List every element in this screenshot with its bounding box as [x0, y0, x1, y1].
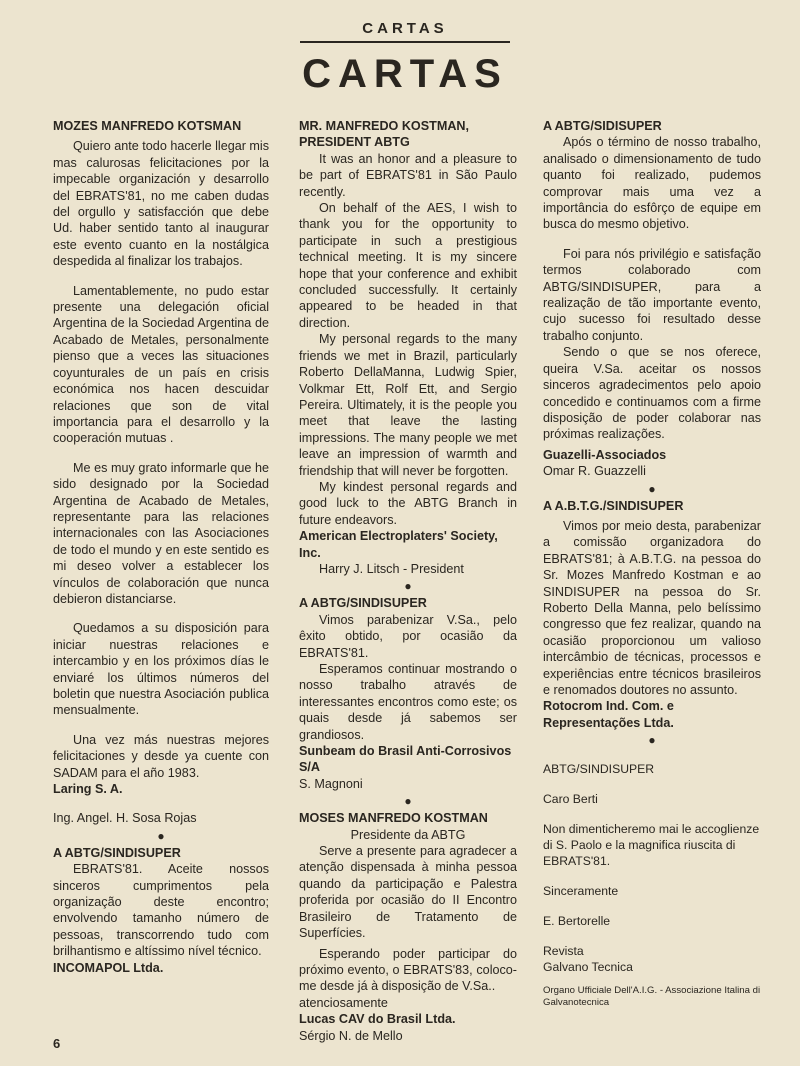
letter-closing: atenciosamente	[299, 995, 388, 1010]
letter-company: American Electroplaters' Society, Inc.	[299, 529, 498, 560]
letter-paragraph: Sendo o que se nos oferece, queira V.Sa. aceitar os nossos sinceros agradecimentos pelo apoio concedido e continuamos com a firme disposição de poder colaborar nas próximas realizações.	[543, 345, 761, 442]
letter-signature: E. Bertorelle	[543, 914, 611, 929]
letter-paragraph: Non dimenticheremo mai le accoglienze di S. Paolo e la magnifica riuscita di EBRATS'81.	[543, 822, 760, 869]
magazine-name-line1: Revista	[543, 944, 584, 959]
letter-heading: MOSES MANFREDO KOSTMAN	[299, 811, 488, 826]
letter-paragraph: My kindest personal regards and good luck to the ABTG Branch in future endeavors.	[299, 479, 517, 527]
letter-signature: Harry J. Litsch - President	[319, 561, 464, 576]
letter-paragraph: My personal regards to the many friends we met in Brazil, particularly Roberto DellaManna, Ludwig Spier, Volkmar Ett, Rolf Ett, and Sergio Pereira. Ultimately, it is the people you meet that leave the lasting impressions. The many people we met leave an impression of warmth and friendship that will never be forgotten.	[299, 332, 517, 478]
letter-paragraph: EBRATS'81. Aceite nossos sinceros cumprimentos pela organização deste encontro; envolvendo tamanho número de pessoas, transcorrendo tudo com brilhantismo e altíssimo nível técnico.	[53, 862, 269, 959]
letter-signature: Ing. Angel. H. Sosa Rojas	[53, 811, 197, 826]
column-right	[543, 118, 761, 1009]
page-title: CARTAS	[302, 52, 508, 96]
letter-signature: Omar R. Guazzelli	[543, 464, 646, 479]
letter-paragraph: Quiero ante todo hacerle llegar mis mas calurosas felicitaciones por la impecable organización y desarrollo del EBRATS'81, no me caben dudas del orgullo y satisfacción que debe Ud. haber sentido tanto al inaugurar este evento cuanto en la nostálgica despedida al finalizar los trabajos.	[53, 139, 270, 269]
separator-bullet: ●	[157, 828, 165, 843]
separator-bullet: ●	[404, 794, 412, 809]
letter-paragraph: Esperando poder participar do próximo evento, o EBRATS'83, coloco-me desde já à disposição de V.Sa..	[299, 946, 517, 994]
letter-signature: S. Magnoni	[299, 776, 363, 791]
letter-paragraph: Esperamos continuar mostrando o nosso trabalho através de interessantes encontros como este; os quais desde já sabemos ser grandiosos.	[299, 662, 517, 742]
column-middle	[299, 118, 517, 1044]
letter-paragraph: Vimos parabenizar V.Sa., pelo êxito obtido, por ocasião da EBRATS'81.	[299, 612, 517, 660]
letter-company: Lucas CAV do Brasil Ltda.	[299, 1012, 456, 1027]
letter-paragraph: It was an honor and a pleasure to be part of EBRATS'81 in São Paulo recently.	[299, 151, 517, 199]
letter-heading: A ABTG/SINDISUPER	[299, 596, 427, 611]
letter-subheading: Presidente da ABTG	[350, 827, 466, 842]
separator-bullet: ●	[404, 579, 412, 594]
letter-company: Guazelli-Associados	[543, 447, 667, 462]
letter-paragraph: Lamentablemente, no pudo estar presente una delegación oficial Argentina de la Sociedad Argentina de Acabado de Metales, personalmente pienso que a veces las situaciones coyunturales de un país en crisis económica nos hacen descuidar relaciones que son de vital importancia para el desarrollo y la cooperación mutuas .	[53, 283, 269, 446]
magazine-name-line2: Galvano Tecnica	[543, 960, 633, 975]
letter-heading: A ABTG/SIDISUPER	[543, 119, 662, 133]
letter-paragraph: Una vez más nuestras mejores felicitaciones y desde ya cuente con SADAM para el año 1983.	[53, 732, 269, 780]
page-number: 6	[53, 1036, 61, 1051]
column-left	[53, 118, 269, 976]
letter-company: Laring S. A.	[53, 782, 123, 797]
letter-paragraph: Após o término de nosso trabalho, analisado o dimensionamento de tudo quanto foi realizado, pudemos comprovar mais uma vez a importância do esfôrço de equipe em busca do mesmo objetivo.	[543, 135, 761, 232]
header-divider	[300, 41, 510, 43]
letter-heading: A A.B.T.G./SINDISUPER	[543, 498, 684, 513]
letter-heading: ABTG/SINDISUPER	[543, 762, 655, 777]
letter-heading: A ABTG/SINDISUPER	[53, 845, 181, 860]
letter-greeting: Caro Berti	[543, 792, 598, 807]
letter-heading: MOZES MANFREDO KOTSMAN	[53, 119, 242, 133]
separator-bullet: ●	[648, 481, 656, 496]
letter-paragraph: Vimos por meio desta, parabenizar a comissão organizadora do EBRATS'81; à A.B.T.G. na pessoa do Sr. Mozes Manfredo Kostman e ao SINDISUPER na pessoa do Sr. Roberto Della Manna, pelo belíssimo congresso que fez realizar, quando na ocasião proporcionou um valioso intercâmbio de técnicas, processos e experiências entre técnicos brasileiros e renomados doutores no assunto.	[543, 518, 761, 697]
letter-paragraph: Quedamos a su disposición para iniciar nuestras relaciones e intercambio y en los próximos días le enviaré los últimos números del boletin que nuestra Asociación publica mensualmente.	[53, 621, 269, 718]
organization-note: Organo Ufficiale Dell'A.I.G. - Associazione Italina di Galvanotecnica	[543, 985, 761, 1009]
section-label: CARTAS	[362, 20, 448, 37]
separator-bullet: ●	[648, 733, 656, 748]
letter-paragraph: On behalf of the AES, I wish to thank you for the opportunity to participate in such a prestigious technical meeting. It is my sincere hope that your conference and exhibit concluded successfully. It certainly appeared to be headed in that direction.	[299, 201, 517, 330]
letter-paragraph: Me es muy grato informarle que he sido designado por la Sociedad Argentina de Acabado de Metales, representante para las relaciones internacionales con las Asociaciones de todo el mundo y en este sentido es mi deseo volver a establecer los vínculos de colaboración que nunca debieron distanciarse.	[53, 460, 269, 606]
letter-company: Rotocrom Ind. Com. e Representações Ltda.	[543, 699, 674, 730]
letter-paragraph: Serve a presente para agradecer a atenção dispensada à minha pessoa quando da participação e Palestra proferida por ocasião do II Encontro Brasileiro de Tratamento de Superfícies.	[299, 844, 517, 941]
letter-signature: Sérgio N. de Mello	[299, 1028, 403, 1043]
letter-paragraph: Foi para nós privilégio e satisfação termos colaborado com ABTG/SINDISUPER, para a realização de tão importante evento, cujo sucesso foi resultado desse trabalho conjunto.	[543, 246, 761, 343]
letter-company: INCOMAPOL Ltda.	[53, 960, 164, 975]
letter-company: Sunbeam do Brasil Anti-Corrosivos S/A	[299, 744, 512, 775]
letter-heading: MR. MANFREDO KOSTMAN, PRESIDENT ABTG	[299, 119, 470, 150]
letter-closing: Sinceramente	[543, 884, 619, 899]
